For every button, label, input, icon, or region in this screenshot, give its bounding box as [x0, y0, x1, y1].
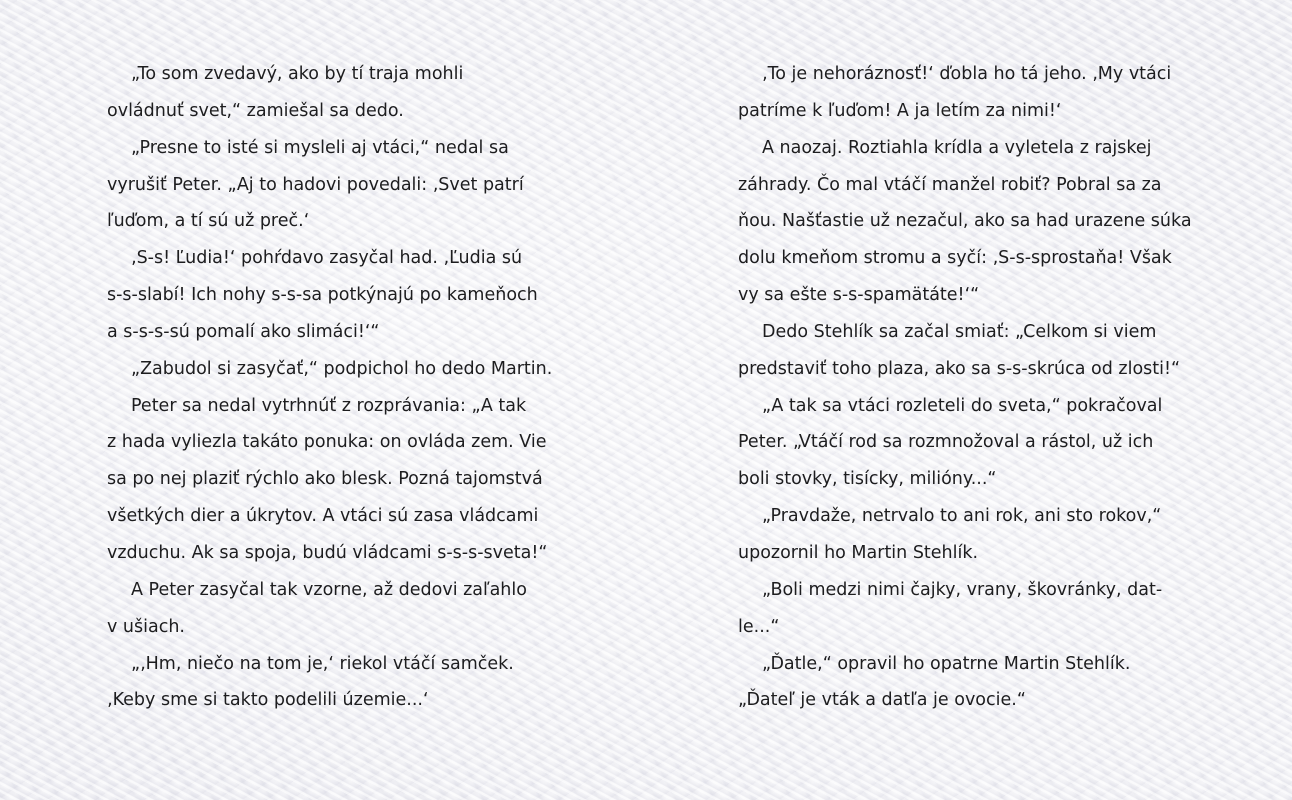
text-line: „Zabudol si zasyčať,“ podpichol ho dedo Martin. [131, 358, 553, 379]
text-line: vzduchu. Ak sa spoja, budú vládcami s-s-s-sveta!“ [107, 542, 548, 563]
text-line: vy sa ešte s-s-spamätáte!‘“ [738, 285, 980, 306]
text-line: patríme k ľuďom! A ja letím za nimi!‘ [738, 100, 1062, 121]
text-line: s-s-slabí! Ich nohy s-s-sa potkýnajú po kameňoch [107, 285, 538, 306]
text-line: „Ďateľ je vták a datľa je ovocie.“ [738, 690, 1026, 711]
text-line: z hada vyliezla takáto ponuka: on ovláda zem. Vie [107, 432, 547, 453]
text-line: ňou. Našťastie už nezačul, ako sa had urazene súka [738, 211, 1192, 232]
right-page [738, 56, 1198, 719]
text-line: Peter sa nedal vytrhnúť z rozprávania: „A tak [131, 395, 527, 416]
text-line: dolu kmeňom stromu a syčí: ‚S-s-sprostaňa! Však [738, 248, 1172, 269]
text-line: ľuďom, a tí sú už preč.‘ [107, 211, 310, 232]
text-line: záhrady. Čo mal vtáčí manžel robiť? Pobral sa za [738, 174, 1162, 195]
text-line: všetkých dier a úkrytov. A vtáci sú zasa vládcami [107, 506, 539, 527]
text-line: „Boli medzi nimi čajky, vrany, škovránky, dat- [762, 579, 1163, 600]
text-line: upozornil ho Martin Stehlík. [738, 542, 979, 563]
text-line: A naozaj. Roztiahla krídla a vyletela z rajskej [762, 137, 1152, 158]
text-line: le...“ [738, 616, 780, 637]
text-line: vyrušiť Peter. „Aj to hadovi povedali: ‚Svet patrí [107, 174, 524, 195]
text-line: sa po nej plaziť rýchlo ako blesk. Pozná tajomstvá [107, 469, 543, 490]
text-line: ‚S-s! Ľudia!‘ pohŕdavo zasyčal had. ‚Ľudia sú [131, 248, 523, 269]
text-line: „To som zvedavý, ako by tí traja mohli [131, 64, 464, 84]
text-line: Dedo Stehlík sa začal smiať: „Celkom si viem [762, 321, 1157, 342]
text-line: „Presne to isté si mysleli aj vtáci,“ nedal sa [131, 137, 509, 158]
left-page [107, 56, 567, 719]
text-line: ‚Keby sme si takto podelili územie...‘ [107, 690, 429, 711]
text-line: v ušiach. [107, 616, 185, 637]
text-line: boli stovky, tisícky, milióny...“ [738, 469, 997, 490]
text-line: Peter. „Vtáčí rod sa rozmnožoval a rástol, už ich [738, 432, 1154, 453]
text-line: a s-s-s-sú pomalí ako slimáci!‘“ [107, 321, 380, 342]
text-line: „A tak sa vtáci rozleteli do sveta,“ pokračoval [762, 395, 1163, 416]
text-line: ovládnuť svet,“ zamiešal sa dedo. [107, 100, 404, 121]
text-line: „‚Hm, niečo na tom je,‘ riekol vtáčí samček. [131, 653, 514, 674]
text-line: ‚To je nehoráznosť!‘ ďobla ho tá jeho. ‚My vtáci [762, 64, 1172, 84]
text-line: „Ďatle,“ opravil ho opatrne Martin Stehlík. [762, 653, 1131, 674]
text-line: „Pravdaže, netrvalo to ani rok, ani sto rokov,“ [762, 506, 1162, 527]
text-line: predstaviť toho plaza, ako sa s-s-skrúca od zlosti!“ [738, 358, 1181, 379]
text-line: A Peter zasyčal tak vzorne, až dedovi zaľahlo [131, 579, 527, 600]
